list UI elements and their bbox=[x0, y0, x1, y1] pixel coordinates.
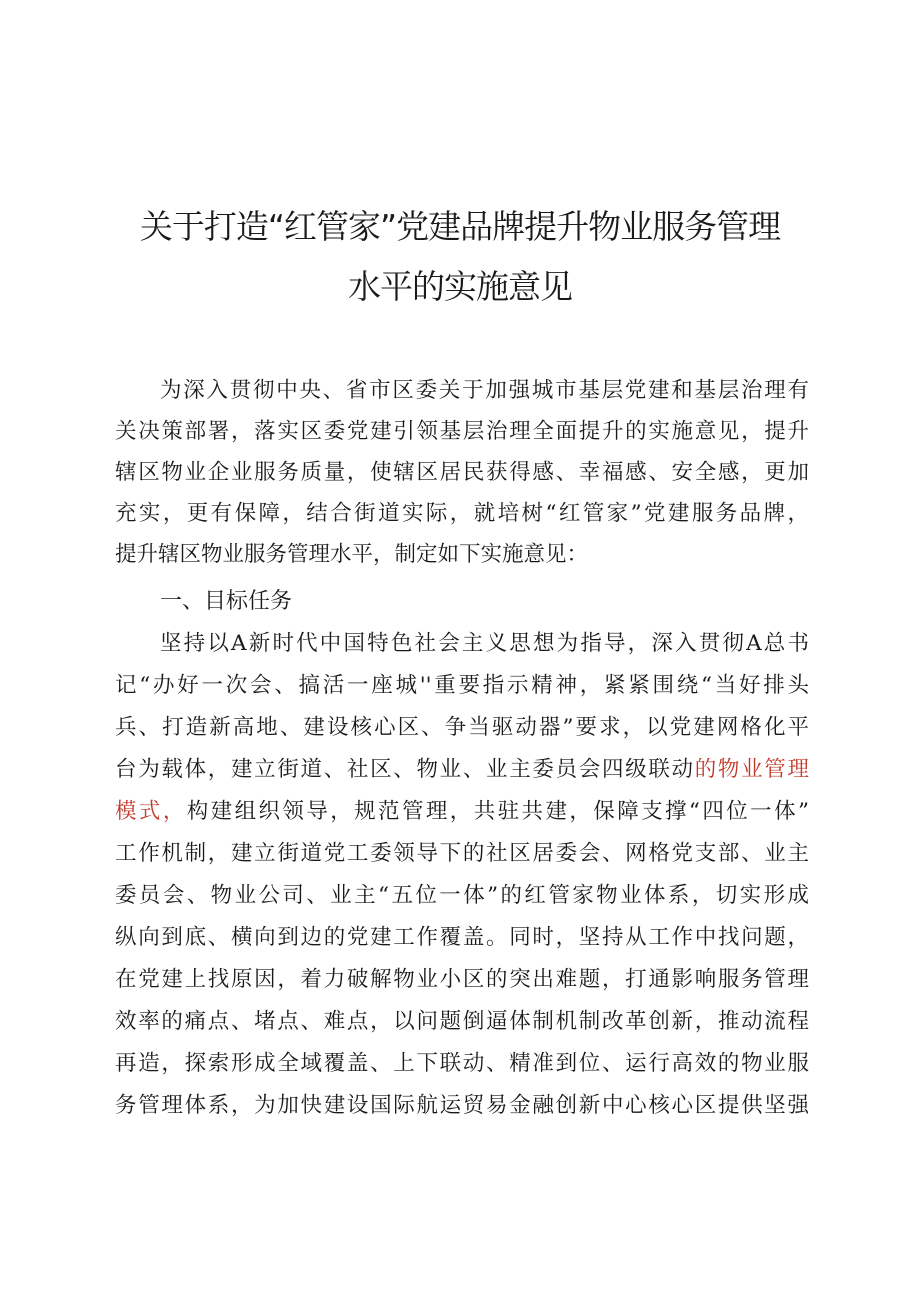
section-text: 构建组织领导，规范管理，共驻共建，保障支撑“四位一体” bbox=[186, 799, 809, 824]
intro-line: 关决策部署，落实区委党建引领基层治理全面提升的实施意见，提升 bbox=[115, 419, 809, 444]
section-line: 坚持以A新时代中国特色社会主义思想为指导，深入贯彻A总书 bbox=[160, 631, 809, 656]
intro-line: 为深入贯彻中央、省市区委关于加强城市基层党建和基层治理有 bbox=[160, 378, 809, 403]
section-line: 纵向到底、横向到边的党建工作覆盖。同时，坚持从工作中找问题， bbox=[115, 925, 809, 950]
section-line: 委员会、物业公司、业主“五位一体”的红管家物业体系，切实形成 bbox=[115, 883, 809, 908]
section-text: 台为载体，建立街道、社区、物业、业主委员会四级联动 bbox=[115, 757, 695, 782]
section-line: 效率的痛点、堵点、难点，以问题倒逼体制机制改革创新，推动流程 bbox=[115, 1009, 809, 1034]
section-line: 兵、打造新高地、建设核心区、争当驱动器”要求，以党建网格化平 bbox=[115, 715, 809, 740]
highlighted-text: 的物业管理 bbox=[694, 757, 809, 782]
section-line bbox=[115, 749, 809, 790]
section-line: 务管理体系，为加快建设国际航运贸易金融创新中心核心区提供坚强 bbox=[115, 1093, 809, 1118]
section-heading: 一、目标任务 bbox=[160, 589, 293, 614]
section-line: 记“办好一次会、搞活一座城''重要指示精神，紧紧围绕“当好排头 bbox=[115, 673, 809, 698]
section-line: 在党建上找原因，着力破解物业小区的突出难题，打通影响服务管理 bbox=[115, 967, 809, 992]
document-title-line1: 关于打造“红管家”党建品牌提升物业服务管理 bbox=[139, 207, 781, 246]
section-line: 再造，探索形成全域覆盖、上下联动、精准到位、运行高效的物业服 bbox=[115, 1051, 809, 1076]
document-title-line2: 水平的实施意见 bbox=[348, 267, 572, 306]
intro-line: 提升辖区物业服务管理水平，制定如下实施意见： bbox=[115, 542, 589, 567]
section-line: 工作机制，建立街道党工委领导下的社区居委会、网格党支部、业主 bbox=[115, 841, 809, 866]
section-line bbox=[115, 791, 809, 832]
intro-line: 辖区物业企业服务质量，使辖区居民获得感、幸福感、安全感，更加 bbox=[115, 460, 809, 485]
intro-line: 充实，更有保障，结合街道实际，就培树“红管家”党建服务品牌， bbox=[115, 501, 809, 526]
highlighted-text: 模式， bbox=[115, 799, 187, 824]
